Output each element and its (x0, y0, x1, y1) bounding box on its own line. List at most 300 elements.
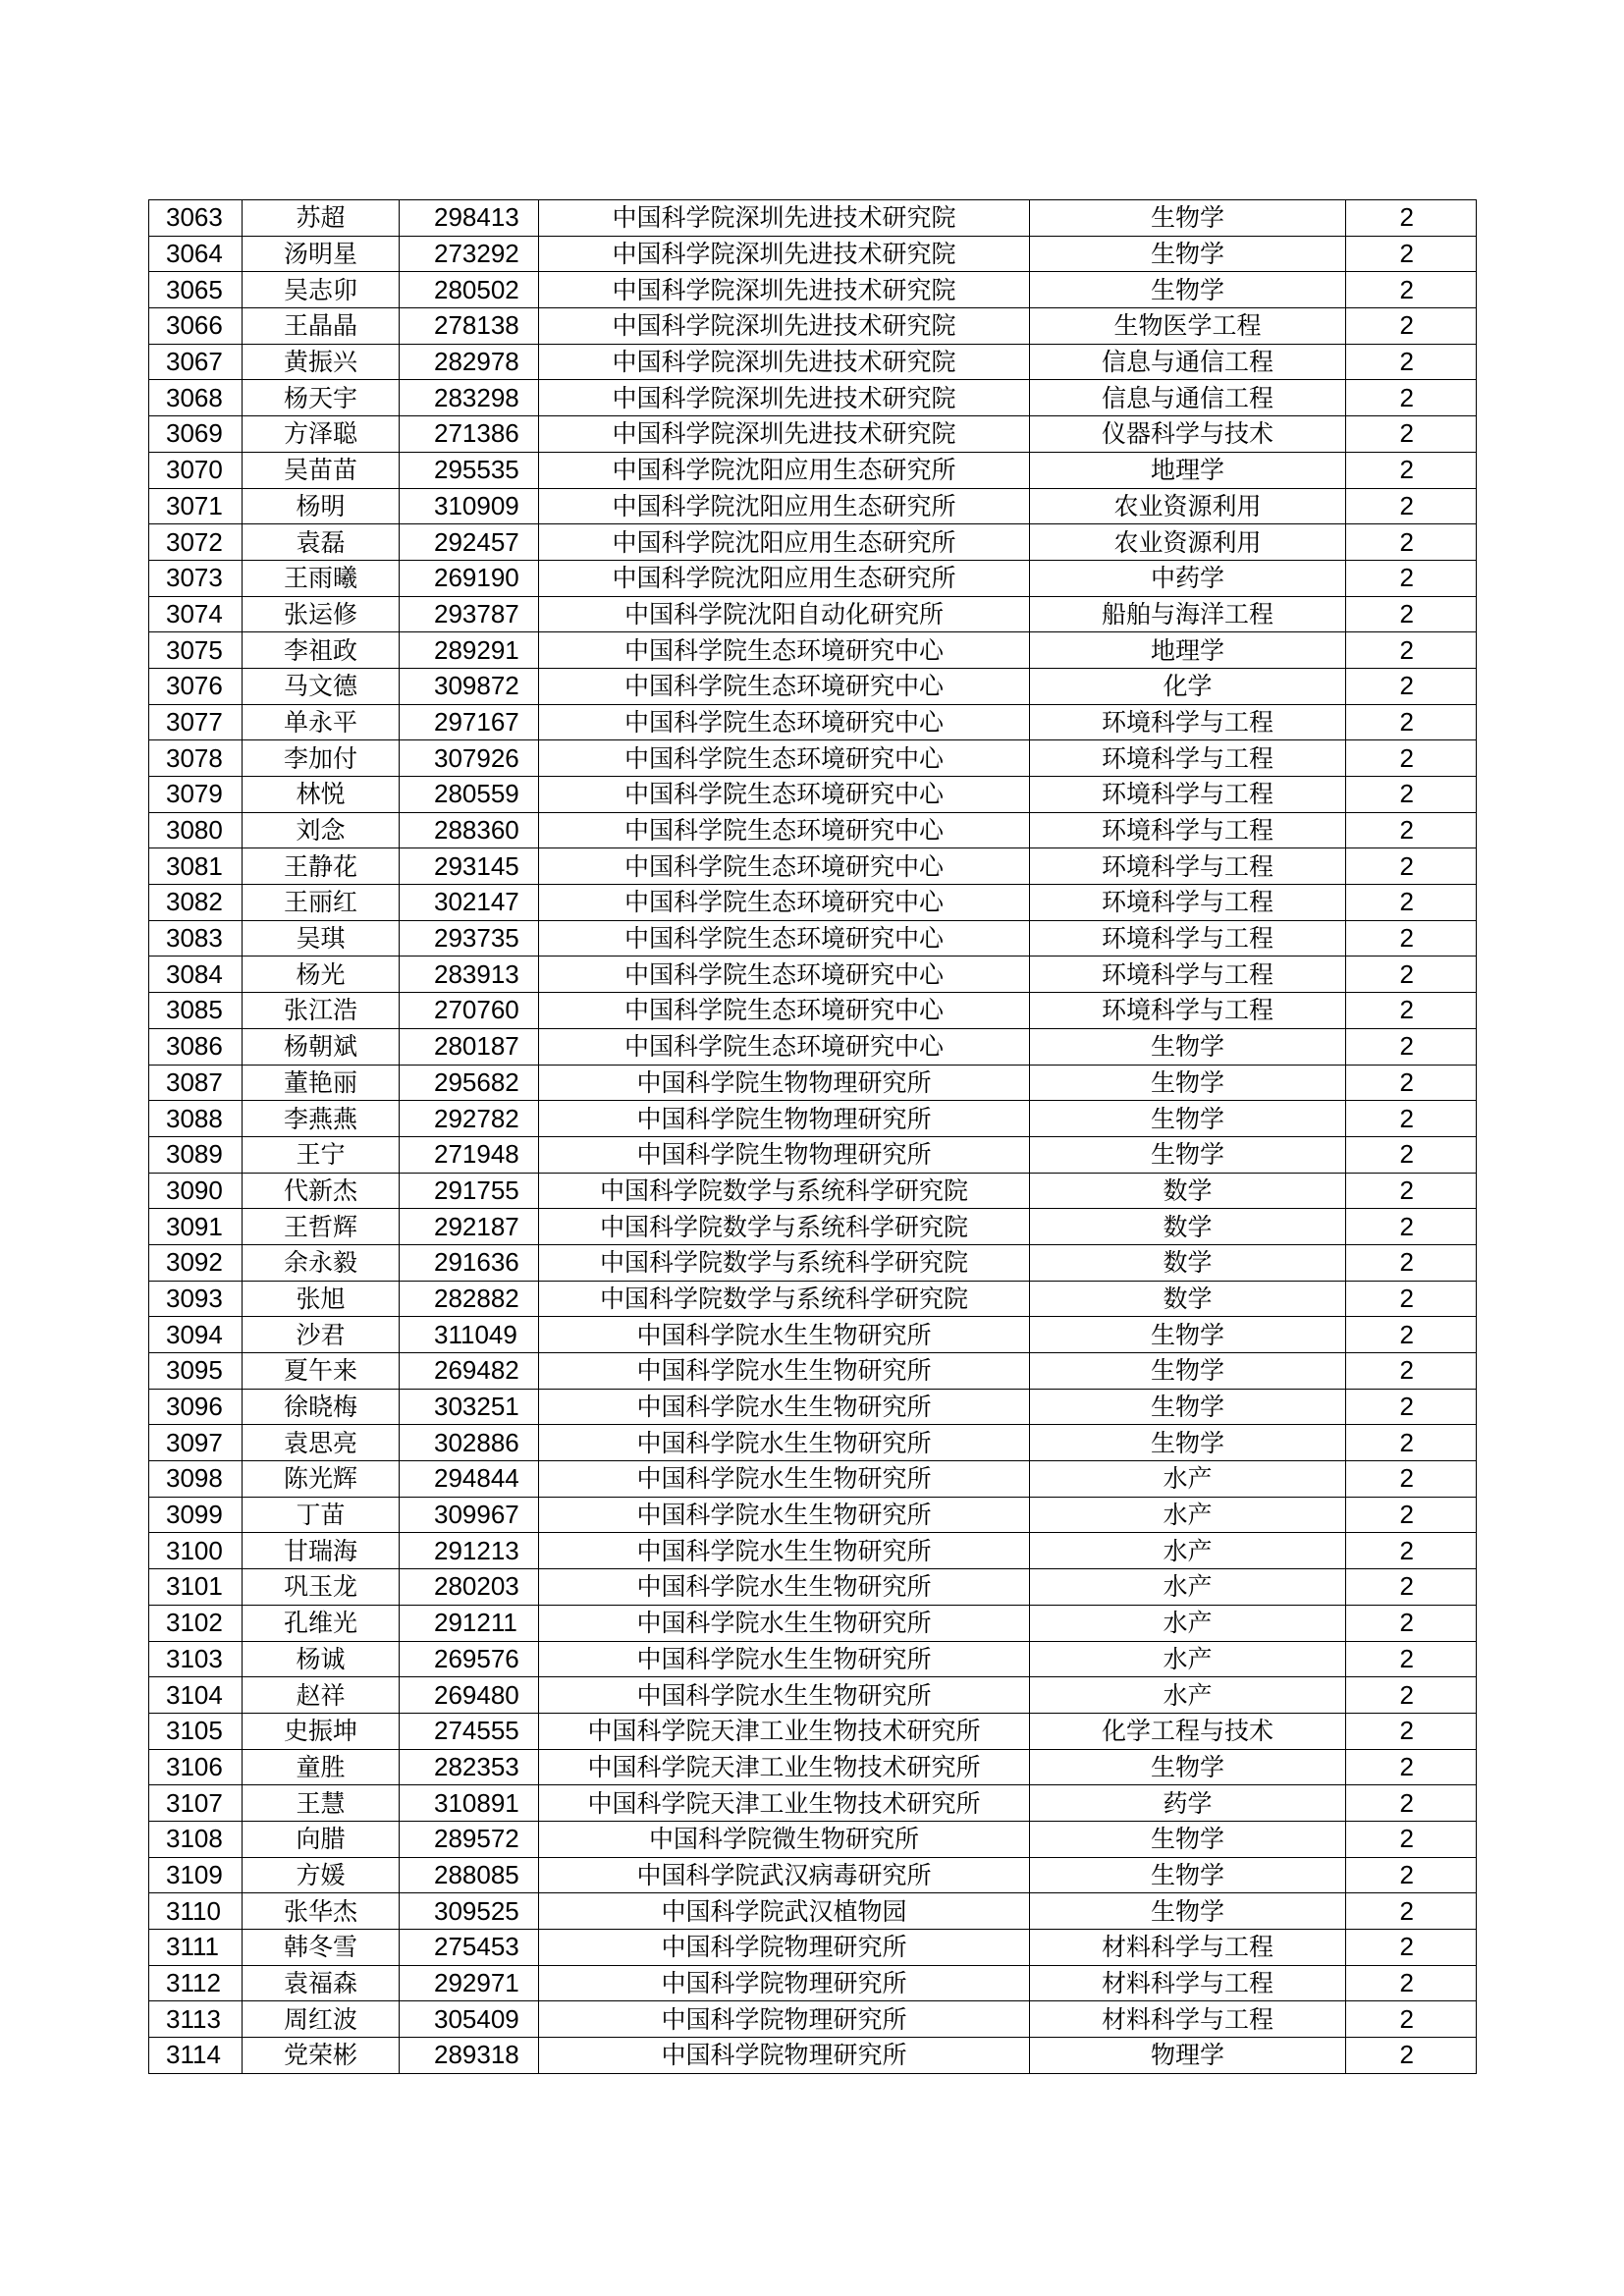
count-cell: 2 (1346, 560, 1477, 596)
institute-cell: 中国科学院深圳先进技术研究院 (539, 236, 1030, 272)
major-cell: 生物学 (1030, 1425, 1346, 1461)
table-row (149, 1028, 1477, 1065)
serial-number-cell: 3100 (149, 1533, 243, 1569)
name-cell: 余永毅 (243, 1244, 400, 1281)
institute-cell: 中国科学院数学与系统科学研究院 (539, 1209, 1030, 1245)
name-cell: 王晶晶 (243, 308, 400, 345)
count-cell: 2 (1346, 885, 1477, 921)
name-cell: 董艳丽 (243, 1065, 400, 1101)
count-cell: 2 (1346, 1281, 1477, 1317)
serial-number-cell: 3108 (149, 1821, 243, 1857)
serial-number-cell: 3090 (149, 1173, 243, 1209)
candidate-id-cell: 295535 (400, 452, 539, 488)
major-cell: 化学工程与技术 (1030, 1713, 1346, 1749)
major-cell: 水产 (1030, 1677, 1346, 1714)
name-cell: 袁福森 (243, 1965, 400, 2001)
count-cell: 2 (1346, 704, 1477, 740)
institute-cell: 中国科学院生物物理研究所 (539, 1136, 1030, 1173)
serial-number-cell: 3111 (149, 1930, 243, 1966)
major-cell: 生物学 (1030, 1389, 1346, 1425)
serial-number-cell: 3079 (149, 777, 243, 813)
table-row (149, 1857, 1477, 1893)
major-cell: 生物学 (1030, 1065, 1346, 1101)
count-cell: 2 (1346, 1713, 1477, 1749)
count-cell: 2 (1346, 524, 1477, 561)
name-cell: 韩冬雪 (243, 1930, 400, 1966)
table-row (149, 957, 1477, 993)
count-cell: 2 (1346, 1209, 1477, 1245)
institute-cell: 中国科学院水生生物研究所 (539, 1605, 1030, 1641)
count-cell: 2 (1346, 452, 1477, 488)
candidate-id-cell: 283298 (400, 380, 539, 416)
table-row (149, 1353, 1477, 1390)
count-cell: 2 (1346, 993, 1477, 1029)
table-row (149, 1677, 1477, 1714)
institute-cell: 中国科学院生物物理研究所 (539, 1101, 1030, 1137)
serial-number-cell: 3103 (149, 1641, 243, 1677)
count-cell: 2 (1346, 1893, 1477, 1930)
candidate-id-cell: 293787 (400, 596, 539, 632)
table-row (149, 993, 1477, 1029)
count-cell: 2 (1346, 380, 1477, 416)
institute-cell: 中国科学院生态环境研究中心 (539, 668, 1030, 704)
major-cell: 水产 (1030, 1461, 1346, 1498)
count-cell: 2 (1346, 2038, 1477, 2074)
major-cell: 环境科学与工程 (1030, 957, 1346, 993)
table-row (149, 668, 1477, 704)
candidate-id-cell: 307926 (400, 740, 539, 777)
table-row (149, 1281, 1477, 1317)
institute-cell: 中国科学院水生生物研究所 (539, 1677, 1030, 1714)
count-cell: 2 (1346, 1785, 1477, 1822)
institute-cell: 中国科学院生态环境研究中心 (539, 848, 1030, 885)
institute-cell: 中国科学院生态环境研究中心 (539, 812, 1030, 848)
count-cell: 2 (1346, 1857, 1477, 1893)
candidate-id-cell: 292782 (400, 1101, 539, 1137)
table-row (149, 1893, 1477, 1930)
candidate-id-cell: 291211 (400, 1605, 539, 1641)
name-cell: 马文德 (243, 668, 400, 704)
serial-number-cell: 3089 (149, 1136, 243, 1173)
institute-cell: 中国科学院武汉植物园 (539, 1893, 1030, 1930)
institute-cell: 中国科学院水生生物研究所 (539, 1497, 1030, 1533)
candidate-id-cell: 271948 (400, 1136, 539, 1173)
name-cell: 袁思亮 (243, 1425, 400, 1461)
count-cell: 2 (1346, 848, 1477, 885)
candidate-id-cell: 282882 (400, 1281, 539, 1317)
institute-cell: 中国科学院微生物研究所 (539, 1821, 1030, 1857)
serial-number-cell: 3107 (149, 1785, 243, 1822)
candidate-id-cell: 289572 (400, 1821, 539, 1857)
major-cell: 环境科学与工程 (1030, 777, 1346, 813)
serial-number-cell: 3067 (149, 344, 243, 380)
count-cell: 2 (1346, 740, 1477, 777)
major-cell: 地理学 (1030, 452, 1346, 488)
serial-number-cell: 3114 (149, 2038, 243, 2074)
candidate-id-cell: 310909 (400, 488, 539, 524)
institute-cell: 中国科学院深圳先进技术研究院 (539, 200, 1030, 237)
major-cell: 生物学 (1030, 1317, 1346, 1353)
count-cell: 2 (1346, 1533, 1477, 1569)
candidate-id-cell: 302886 (400, 1425, 539, 1461)
major-cell: 中药学 (1030, 560, 1346, 596)
table-row (149, 1461, 1477, 1498)
name-cell: 王哲辉 (243, 1209, 400, 1245)
candidate-id-cell: 291213 (400, 1533, 539, 1569)
results-table (148, 199, 1477, 2074)
major-cell: 环境科学与工程 (1030, 812, 1346, 848)
name-cell: 林悦 (243, 777, 400, 813)
major-cell: 生物学 (1030, 1136, 1346, 1173)
count-cell: 2 (1346, 1028, 1477, 1065)
table-row (149, 272, 1477, 308)
name-cell: 杨天宇 (243, 380, 400, 416)
major-cell: 生物学 (1030, 1893, 1346, 1930)
count-cell: 2 (1346, 668, 1477, 704)
name-cell: 张旭 (243, 1281, 400, 1317)
count-cell: 2 (1346, 1389, 1477, 1425)
serial-number-cell: 3086 (149, 1028, 243, 1065)
table-row (149, 308, 1477, 345)
institute-cell: 中国科学院沈阳应用生态研究所 (539, 452, 1030, 488)
table-row (149, 1317, 1477, 1353)
name-cell: 李燕燕 (243, 1101, 400, 1137)
name-cell: 方泽聪 (243, 416, 400, 453)
name-cell: 王静花 (243, 848, 400, 885)
institute-cell: 中国科学院生态环境研究中心 (539, 920, 1030, 957)
serial-number-cell: 3095 (149, 1353, 243, 1390)
serial-number-cell: 3072 (149, 524, 243, 561)
count-cell: 2 (1346, 1317, 1477, 1353)
major-cell: 生物学 (1030, 1749, 1346, 1785)
candidate-id-cell: 283913 (400, 957, 539, 993)
name-cell: 赵祥 (243, 1677, 400, 1714)
institute-cell: 中国科学院深圳先进技术研究院 (539, 272, 1030, 308)
table-row (149, 1713, 1477, 1749)
major-cell: 水产 (1030, 1497, 1346, 1533)
count-cell: 2 (1346, 344, 1477, 380)
count-cell: 2 (1346, 1677, 1477, 1714)
serial-number-cell: 3088 (149, 1101, 243, 1137)
count-cell: 2 (1346, 1569, 1477, 1606)
major-cell: 数学 (1030, 1281, 1346, 1317)
count-cell: 2 (1346, 1930, 1477, 1966)
count-cell: 2 (1346, 920, 1477, 957)
major-cell: 生物学 (1030, 1028, 1346, 1065)
major-cell: 生物学 (1030, 272, 1346, 308)
candidate-id-cell: 273292 (400, 236, 539, 272)
major-cell: 数学 (1030, 1244, 1346, 1281)
serial-number-cell: 3080 (149, 812, 243, 848)
table-row (149, 812, 1477, 848)
serial-number-cell: 3070 (149, 452, 243, 488)
candidate-id-cell: 271386 (400, 416, 539, 453)
institute-cell: 中国科学院生物物理研究所 (539, 1065, 1030, 1101)
name-cell: 吴苗苗 (243, 452, 400, 488)
major-cell: 信息与通信工程 (1030, 380, 1346, 416)
table-row (149, 1389, 1477, 1425)
table-row (149, 1641, 1477, 1677)
institute-cell: 中国科学院物理研究所 (539, 2001, 1030, 2038)
name-cell: 沙君 (243, 1317, 400, 1353)
name-cell: 李祖政 (243, 632, 400, 669)
serial-number-cell: 3085 (149, 993, 243, 1029)
count-cell: 2 (1346, 1101, 1477, 1137)
count-cell: 2 (1346, 308, 1477, 345)
count-cell: 2 (1346, 1425, 1477, 1461)
serial-number-cell: 3065 (149, 272, 243, 308)
count-cell: 2 (1346, 1497, 1477, 1533)
count-cell: 2 (1346, 1605, 1477, 1641)
name-cell: 袁磊 (243, 524, 400, 561)
count-cell: 2 (1346, 812, 1477, 848)
institute-cell: 中国科学院水生生物研究所 (539, 1461, 1030, 1498)
institute-cell: 中国科学院水生生物研究所 (539, 1641, 1030, 1677)
candidate-id-cell: 294844 (400, 1461, 539, 1498)
count-cell: 2 (1346, 1821, 1477, 1857)
name-cell: 孔维光 (243, 1605, 400, 1641)
candidate-id-cell: 282353 (400, 1749, 539, 1785)
candidate-id-cell: 282978 (400, 344, 539, 380)
count-cell: 2 (1346, 2001, 1477, 2038)
serial-number-cell: 3113 (149, 2001, 243, 2038)
count-cell: 2 (1346, 200, 1477, 237)
serial-number-cell: 3097 (149, 1425, 243, 1461)
table-row (149, 380, 1477, 416)
candidate-id-cell: 298413 (400, 200, 539, 237)
name-cell: 代新杰 (243, 1173, 400, 1209)
serial-number-cell: 3073 (149, 560, 243, 596)
table-row (149, 1749, 1477, 1785)
institute-cell: 中国科学院物理研究所 (539, 2038, 1030, 2074)
table-row (149, 1930, 1477, 1966)
count-cell: 2 (1346, 1461, 1477, 1498)
serial-number-cell: 3106 (149, 1749, 243, 1785)
count-cell: 2 (1346, 488, 1477, 524)
serial-number-cell: 3064 (149, 236, 243, 272)
table-row (149, 1425, 1477, 1461)
candidate-id-cell: 289318 (400, 2038, 539, 2074)
name-cell: 徐晓梅 (243, 1389, 400, 1425)
name-cell: 刘念 (243, 812, 400, 848)
table-row (149, 344, 1477, 380)
major-cell: 生物学 (1030, 1353, 1346, 1390)
institute-cell: 中国科学院深圳先进技术研究院 (539, 380, 1030, 416)
major-cell: 水产 (1030, 1605, 1346, 1641)
candidate-id-cell: 269190 (400, 560, 539, 596)
institute-cell: 中国科学院数学与系统科学研究院 (539, 1173, 1030, 1209)
count-cell: 2 (1346, 1136, 1477, 1173)
major-cell: 水产 (1030, 1533, 1346, 1569)
candidate-id-cell: 309967 (400, 1497, 539, 1533)
serial-number-cell: 3096 (149, 1389, 243, 1425)
major-cell: 生物学 (1030, 200, 1346, 237)
candidate-id-cell: 295682 (400, 1065, 539, 1101)
candidate-id-cell: 292971 (400, 1965, 539, 2001)
serial-number-cell: 3069 (149, 416, 243, 453)
candidate-id-cell: 292457 (400, 524, 539, 561)
name-cell: 史振坤 (243, 1713, 400, 1749)
major-cell: 材料科学与工程 (1030, 1965, 1346, 2001)
institute-cell: 中国科学院天津工业生物技术研究所 (539, 1713, 1030, 1749)
major-cell: 生物学 (1030, 1101, 1346, 1137)
institute-cell: 中国科学院沈阳应用生态研究所 (539, 524, 1030, 561)
serial-number-cell: 3078 (149, 740, 243, 777)
table-row (149, 848, 1477, 885)
name-cell: 李加付 (243, 740, 400, 777)
serial-number-cell: 3105 (149, 1713, 243, 1749)
institute-cell: 中国科学院天津工业生物技术研究所 (539, 1749, 1030, 1785)
table-row (149, 777, 1477, 813)
serial-number-cell: 3071 (149, 488, 243, 524)
candidate-id-cell: 291755 (400, 1173, 539, 1209)
candidate-id-cell: 297167 (400, 704, 539, 740)
major-cell: 数学 (1030, 1173, 1346, 1209)
table-row (149, 524, 1477, 561)
table-row (149, 2038, 1477, 2074)
table-row (149, 452, 1477, 488)
serial-number-cell: 3092 (149, 1244, 243, 1281)
serial-number-cell: 3082 (149, 885, 243, 921)
name-cell: 王慧 (243, 1785, 400, 1822)
serial-number-cell: 3068 (149, 380, 243, 416)
name-cell: 陈光辉 (243, 1461, 400, 1498)
name-cell: 丁苗 (243, 1497, 400, 1533)
table-row (149, 2001, 1477, 2038)
institute-cell: 中国科学院武汉病毒研究所 (539, 1857, 1030, 1893)
candidate-id-cell: 309872 (400, 668, 539, 704)
major-cell: 生物学 (1030, 236, 1346, 272)
institute-cell: 中国科学院物理研究所 (539, 1930, 1030, 1966)
name-cell: 王雨曦 (243, 560, 400, 596)
table-row (149, 1569, 1477, 1606)
serial-number-cell: 3077 (149, 704, 243, 740)
institute-cell: 中国科学院生态环境研究中心 (539, 885, 1030, 921)
candidate-id-cell: 310891 (400, 1785, 539, 1822)
candidate-id-cell: 291636 (400, 1244, 539, 1281)
table-row (149, 596, 1477, 632)
name-cell: 杨光 (243, 957, 400, 993)
serial-number-cell: 3087 (149, 1065, 243, 1101)
major-cell: 环境科学与工程 (1030, 848, 1346, 885)
count-cell: 2 (1346, 596, 1477, 632)
table-row (149, 1605, 1477, 1641)
name-cell: 夏午来 (243, 1353, 400, 1390)
serial-number-cell: 3109 (149, 1857, 243, 1893)
institute-cell: 中国科学院生态环境研究中心 (539, 957, 1030, 993)
name-cell: 童胜 (243, 1749, 400, 1785)
table-row (149, 1065, 1477, 1101)
name-cell: 单永平 (243, 704, 400, 740)
table-row (149, 200, 1477, 237)
count-cell: 2 (1346, 1065, 1477, 1101)
count-cell: 2 (1346, 1173, 1477, 1209)
candidate-id-cell: 280559 (400, 777, 539, 813)
institute-cell: 中国科学院水生生物研究所 (539, 1425, 1030, 1461)
major-cell: 物理学 (1030, 2038, 1346, 2074)
name-cell: 张华杰 (243, 1893, 400, 1930)
candidate-id-cell: 269480 (400, 1677, 539, 1714)
major-cell: 水产 (1030, 1569, 1346, 1606)
candidate-id-cell: 303251 (400, 1389, 539, 1425)
major-cell: 仪器科学与技术 (1030, 416, 1346, 453)
serial-number-cell: 3098 (149, 1461, 243, 1498)
table-row (149, 885, 1477, 921)
name-cell: 巩玉龙 (243, 1569, 400, 1606)
name-cell: 方媛 (243, 1857, 400, 1893)
table-row (149, 488, 1477, 524)
table-row (149, 740, 1477, 777)
institute-cell: 中国科学院生态环境研究中心 (539, 740, 1030, 777)
major-cell: 材料科学与工程 (1030, 1930, 1346, 1966)
name-cell: 周红波 (243, 2001, 400, 2038)
count-cell: 2 (1346, 632, 1477, 669)
major-cell: 信息与通信工程 (1030, 344, 1346, 380)
institute-cell: 中国科学院天津工业生物技术研究所 (539, 1785, 1030, 1822)
institute-cell: 中国科学院数学与系统科学研究院 (539, 1244, 1030, 1281)
name-cell: 苏超 (243, 200, 400, 237)
major-cell: 环境科学与工程 (1030, 740, 1346, 777)
name-cell: 黄振兴 (243, 344, 400, 380)
name-cell: 吴志卯 (243, 272, 400, 308)
table-row (149, 920, 1477, 957)
major-cell: 环境科学与工程 (1030, 885, 1346, 921)
serial-number-cell: 3104 (149, 1677, 243, 1714)
results-table-body (149, 200, 1477, 2074)
candidate-id-cell: 280502 (400, 272, 539, 308)
name-cell: 王丽红 (243, 885, 400, 921)
table-row (149, 1965, 1477, 2001)
table-row (149, 1821, 1477, 1857)
count-cell: 2 (1346, 416, 1477, 453)
count-cell: 2 (1346, 1244, 1477, 1281)
major-cell: 农业资源利用 (1030, 524, 1346, 561)
major-cell: 水产 (1030, 1641, 1346, 1677)
institute-cell: 中国科学院生态环境研究中心 (539, 704, 1030, 740)
serial-number-cell: 3074 (149, 596, 243, 632)
table-row (149, 1533, 1477, 1569)
count-cell: 2 (1346, 272, 1477, 308)
count-cell: 2 (1346, 957, 1477, 993)
table-row (149, 1101, 1477, 1137)
name-cell: 王宁 (243, 1136, 400, 1173)
name-cell: 杨诚 (243, 1641, 400, 1677)
candidate-id-cell: 280187 (400, 1028, 539, 1065)
institute-cell: 中国科学院水生生物研究所 (539, 1569, 1030, 1606)
institute-cell: 中国科学院生态环境研究中心 (539, 632, 1030, 669)
table-row (149, 236, 1477, 272)
table-row (149, 1785, 1477, 1822)
major-cell: 材料科学与工程 (1030, 2001, 1346, 2038)
institute-cell: 中国科学院生态环境研究中心 (539, 1028, 1030, 1065)
serial-number-cell: 3081 (149, 848, 243, 885)
candidate-id-cell: 270760 (400, 993, 539, 1029)
major-cell: 生物学 (1030, 1821, 1346, 1857)
candidate-id-cell: 280203 (400, 1569, 539, 1606)
institute-cell: 中国科学院物理研究所 (539, 1965, 1030, 2001)
count-cell: 2 (1346, 1965, 1477, 2001)
count-cell: 2 (1346, 1641, 1477, 1677)
serial-number-cell: 3091 (149, 1209, 243, 1245)
table-row (149, 1244, 1477, 1281)
candidate-id-cell: 275453 (400, 1930, 539, 1966)
table-row (149, 416, 1477, 453)
major-cell: 化学 (1030, 668, 1346, 704)
major-cell: 船舶与海洋工程 (1030, 596, 1346, 632)
name-cell: 杨明 (243, 488, 400, 524)
count-cell: 2 (1346, 1749, 1477, 1785)
institute-cell: 中国科学院水生生物研究所 (539, 1533, 1030, 1569)
